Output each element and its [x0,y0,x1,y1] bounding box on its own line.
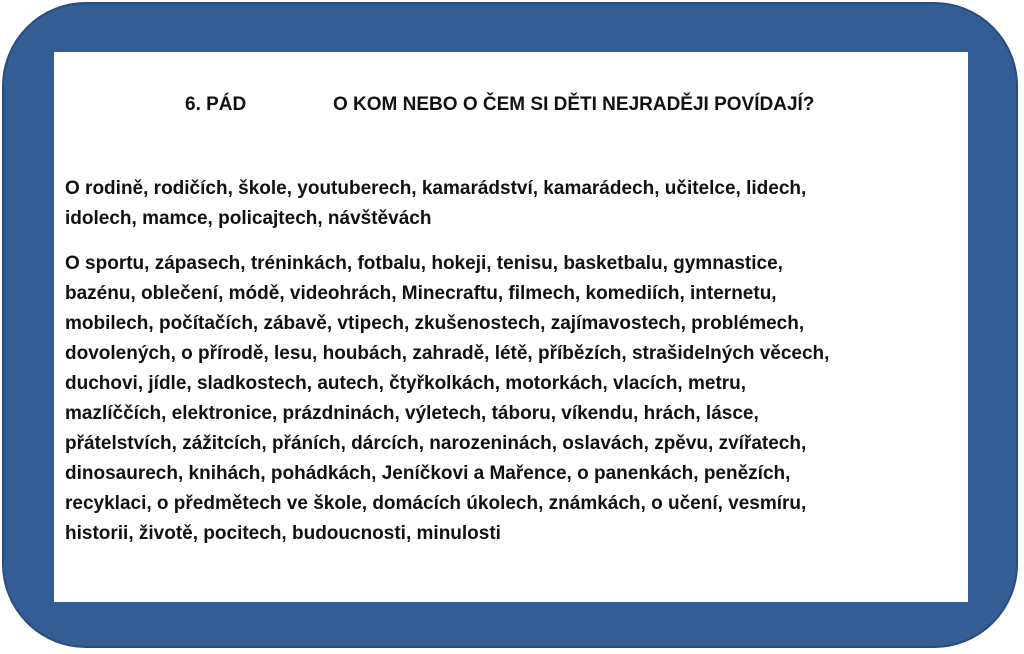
text-line: O rodině, rodičích, škole, youtuberech, kamarádství, kamarádech, učitelce, lidech, [65,178,807,199]
topic-question: O KOM NEBO O ČEM SI DĚTI NEJRADĚJI POVÍDAJÍ? [333,94,815,115]
text-line: bazénu, oblečení, módě, videohrách, Minecraftu, filmech, komediích, internetu, [65,283,777,304]
text-line: přátelstvích, zážitcích, přáních, dárcích, narozeninách, oslavách, zpěvu, zvířatech, [65,433,807,454]
text-line: duchovi, jídle, sladkostech, autech, čtyřkolkách, motorkách, vlacích, metru, [65,373,747,394]
text-line: O sportu, zápasech, tréninkách, fotbalu, hokeji, tenisu, basketbalu, gymnastice, [65,253,783,274]
text-line: idolech, mamce, policajtech, návštěvách [65,208,432,229]
text-line: mazlíččích, elektronice, prázdninách, výletech, táboru, víkendu, hrách, lásce, [65,403,759,424]
text-line: dinosaurech, knihách, pohádkách, Jeníčkovi a Mařence, o panenkách, penězích, [65,463,791,484]
rounded-blue-frame [2,2,1018,648]
paragraph-topics [65,249,963,549]
header-row [54,94,968,118]
text-line: recyklaci, o předmětech ve škole, domácích úkolech, známkách, o učení, vesmíru, [65,493,807,514]
white-content-card [54,52,968,602]
text-line: mobilech, počítačích, zábavě, vtipech, zkušenostech, zajímavostech, problémech, [65,313,805,334]
paragraph-people [65,174,963,234]
case-label: 6. PÁD [185,94,247,115]
text-line: historii, životě, pocitech, budoucnosti, minulosti [65,523,501,544]
text-line: dovolených, o přírodě, lesu, houbách, zahradě, létě, příbězích, strašidelných věcech, [65,343,830,364]
